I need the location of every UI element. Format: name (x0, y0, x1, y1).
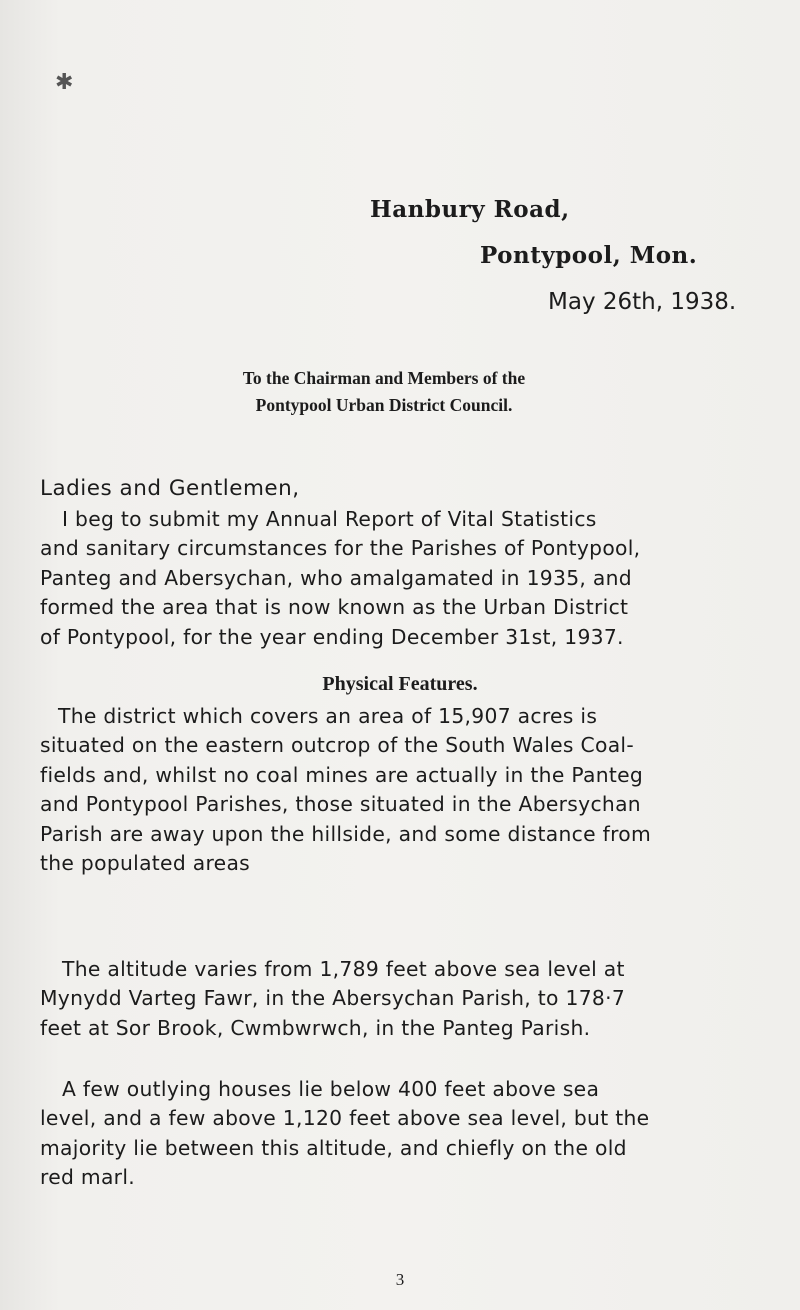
letterhead-town: Pontypool, Mon. (480, 242, 698, 269)
text-line: The district which covers an area of 15,907 acres is (58, 704, 598, 728)
text-line: A few outlying houses lie below 400 feet above sea (62, 1077, 600, 1101)
addressee-line: Pontypool Urban District Council. (255, 395, 513, 415)
text-line: red marl. (40, 1165, 135, 1190)
greeting: Ladies and Gentlemen, (40, 476, 300, 501)
text-line: Parish are away upon the hillside, and some distance from (40, 821, 652, 846)
page-number: 3 (395, 1270, 405, 1289)
addressee-block (64, 365, 704, 419)
section-heading: Physical Features. (322, 673, 478, 695)
text-line: feet at Sor Brook, Cwmbwrwch, in the Panteg Parish. (40, 1015, 591, 1040)
text-line: I beg to submit my Annual Report of Vital Statistics (62, 507, 597, 531)
features-paragraph (40, 702, 716, 878)
text-line: The altitude varies from 1,789 feet above sea level at (62, 957, 625, 981)
text-line: level, and a few above 1,120 feet above sea level, but the (40, 1106, 650, 1131)
houses-paragraph (40, 1075, 716, 1193)
crest-mark-icon: ✱ (55, 70, 74, 95)
text-line: situated on the eastern outcrop of the South Wales Coal- (40, 733, 634, 758)
intro-paragraph (40, 505, 716, 652)
text-line: Panteg and Abersychan, who amalgamated in 1935, and (40, 565, 632, 590)
text-line: of Pontypool, for the year ending December 31st, 1937. (40, 624, 624, 649)
text-line: Mynydd Varteg Fawr, in the Abersychan Parish, to 178·7 (40, 986, 626, 1011)
text-line: the populated areas (40, 851, 251, 876)
letter-date: May 26th, 1938. (548, 289, 737, 315)
letterhead-street: Hanbury Road, (370, 196, 570, 223)
altitude-paragraph (40, 955, 716, 1043)
text-line: majority lie between this altitude, and chiefly on the old (40, 1135, 627, 1160)
text-line: formed the area that is now known as the Urban District (40, 595, 629, 620)
text-line: fields and, whilst no coal mines are actually in the Panteg (40, 762, 644, 787)
addressee-line: To the Chairman and Members of the (242, 368, 526, 388)
text-line: and Pontypool Parishes, those situated in the Abersychan (40, 792, 641, 817)
text-line: and sanitary circumstances for the Parishes of Pontypool, (40, 536, 641, 561)
